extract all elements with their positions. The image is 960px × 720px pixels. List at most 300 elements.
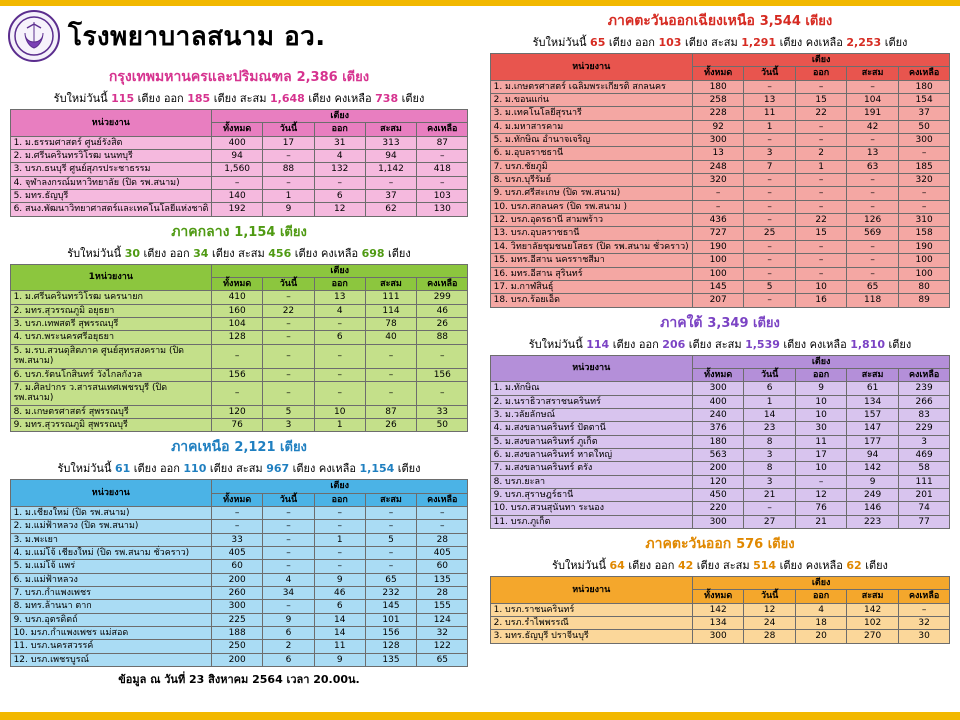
region-title-northeast: ภาคตะวันออกเฉียงเหนือ 3,544 เตียง — [607, 13, 833, 29]
cell-unit-name: 3. บรภ.เทพสตรี สุพรรณบุรี — [10, 318, 211, 331]
cell-out: 132 — [314, 163, 365, 176]
cell-all: – — [212, 506, 263, 519]
cell-left: 229 — [898, 422, 950, 435]
cell-left: 154 — [898, 94, 950, 107]
col-out: ออก — [795, 590, 846, 603]
table-row — [10, 586, 468, 599]
cell-today: 4 — [263, 573, 314, 586]
data-timestamp: ข้อมูล ณ วันที่ 23 สิงหาคม 2564 เวลา 20.00น. — [118, 673, 360, 687]
table-east — [490, 576, 951, 644]
table-row — [490, 174, 950, 187]
col-left: คงเหลือ — [417, 493, 468, 506]
cell-out: 15 — [795, 94, 846, 107]
table-row — [490, 408, 950, 421]
table-row — [490, 200, 950, 213]
right-column — [480, 6, 960, 644]
university-emblem-icon — [8, 10, 60, 62]
table-row — [490, 134, 950, 147]
cell-unit-name: 5. ม.รบ.สวนดุสิตภาค ศูนย์สุทรสงคราม (ปิด รพ.สนาม) — [10, 344, 211, 368]
cell-all: 94 — [212, 150, 263, 163]
cell-unit-name: 7. บรภ.กำแพงเพชร — [10, 586, 211, 599]
cell-today: 27 — [744, 515, 795, 528]
cell-out: – — [314, 506, 365, 519]
cell-today: – — [744, 294, 795, 307]
cell-all: 300 — [212, 600, 263, 613]
cell-out: – — [314, 344, 365, 368]
cell-left: – — [898, 200, 950, 213]
cell-left: – — [417, 176, 468, 189]
cell-all: 250 — [212, 640, 263, 653]
cell-cum: 87 — [365, 405, 416, 418]
cell-left: 65 — [417, 653, 468, 666]
cell-out: – — [314, 520, 365, 533]
table-row — [490, 630, 950, 643]
col-all: ทั้งหมด — [212, 123, 263, 136]
cell-left: 83 — [898, 408, 950, 421]
cell-cum: 249 — [847, 488, 898, 501]
cell-unit-name: 12. บรภ.อุดรธานี สามพร้าว — [490, 214, 692, 227]
cell-all: 188 — [212, 627, 263, 640]
table-row — [10, 546, 468, 559]
cell-cum: – — [365, 344, 416, 368]
cell-all: 410 — [212, 291, 263, 304]
cell-out: – — [795, 475, 846, 488]
cell-out: 14 — [314, 613, 365, 626]
cell-out: 31 — [314, 136, 365, 149]
table-body-south — [490, 382, 950, 529]
cell-left: – — [417, 506, 468, 519]
table-row — [10, 381, 468, 405]
region-title-bangkok: กรุงเทพมหานครและปริมณฑล 2,386 เตียง — [108, 69, 370, 85]
cell-cum: – — [847, 80, 898, 93]
cell-left: – — [898, 187, 950, 200]
cell-out: – — [795, 187, 846, 200]
table-south — [490, 355, 951, 529]
cell-all: 400 — [692, 395, 743, 408]
cell-today: – — [263, 344, 314, 368]
cell-today: – — [263, 533, 314, 546]
cell-unit-name: 1. ม.ทักษิณ — [490, 382, 692, 395]
cell-all: 563 — [692, 448, 743, 461]
col-beds: เตียง — [212, 480, 468, 493]
cell-out: 30 — [795, 422, 846, 435]
cell-today: 6 — [744, 382, 795, 395]
cell-today: – — [263, 176, 314, 189]
cell-today: – — [263, 520, 314, 533]
cell-unit-name: 16. มทร.อีสาน สุรินทร์ — [490, 267, 692, 280]
table-row — [10, 368, 468, 381]
table-row — [10, 627, 468, 640]
table-row — [490, 227, 950, 240]
cell-unit-name: 5. มทร.ธัญบุรี — [10, 190, 211, 203]
cell-left: 28 — [417, 533, 468, 546]
cell-unit-name: 1. ม.เชียงใหม่ (ปิด รพ.สนาม) — [10, 506, 211, 519]
cell-left: 32 — [417, 627, 468, 640]
cell-unit-name: 6. ม.อุบลราชธานี — [490, 147, 692, 160]
cell-cum: 177 — [847, 435, 898, 448]
cell-unit-name: 18. บรภ.ร้อยเอ็ด — [490, 294, 692, 307]
cell-out: 12 — [795, 488, 846, 501]
cell-left: 28 — [417, 586, 468, 599]
cell-unit-name: 6. ม.สงขลานครินทร์ หาดใหญ่ — [490, 448, 692, 461]
cell-cum: 104 — [847, 94, 898, 107]
cell-out: 16 — [795, 294, 846, 307]
cell-left: 266 — [898, 395, 950, 408]
col-unit: หน่วยงาน — [490, 577, 692, 604]
table-row — [10, 163, 468, 176]
cell-today: 14 — [744, 408, 795, 421]
cell-today: 1 — [744, 120, 795, 133]
cell-left: – — [417, 150, 468, 163]
cell-cum: 142 — [847, 462, 898, 475]
cell-left: 50 — [898, 120, 950, 133]
region-title-north: ภาคเหนือ 2,121 เตียง — [171, 439, 307, 456]
cell-out: – — [795, 240, 846, 253]
cell-cum: 157 — [847, 408, 898, 421]
cell-cum: – — [365, 560, 416, 573]
cell-all: 104 — [212, 318, 263, 331]
cell-cum: 37 — [365, 190, 416, 203]
cell-cum: – — [847, 254, 898, 267]
table-row — [490, 603, 950, 616]
cell-left: 185 — [898, 160, 950, 173]
cell-out: 1 — [314, 418, 365, 431]
table-row — [10, 190, 468, 203]
cell-left: 190 — [898, 240, 950, 253]
cell-unit-name: 2. ม.ศรีนครินทรวิโรฒ นนทบุรี — [10, 150, 211, 163]
table-row — [10, 405, 468, 418]
cell-all: 145 — [692, 280, 743, 293]
cell-all: 190 — [692, 240, 743, 253]
table-row — [490, 107, 950, 120]
cell-cum: – — [847, 187, 898, 200]
cell-left: 77 — [898, 515, 950, 528]
cell-out: 14 — [314, 627, 365, 640]
cell-cum: 94 — [365, 150, 416, 163]
cell-out: 4 — [314, 304, 365, 317]
cell-unit-name: 10. บรภ.สวนสุนันทา ระนอง — [490, 502, 692, 515]
table-row — [10, 318, 468, 331]
page-title: โรงพยาบาลสนาม อว. — [68, 21, 326, 52]
cell-today: – — [263, 150, 314, 163]
cell-today: 1 — [744, 395, 795, 408]
table-body-east — [490, 603, 950, 643]
region-stats-east: รับใหม่วันนี้ 64 เตียง ออก 42 เตียง สะสม 514 เตียง คงเหลือ 62 เตียง — [552, 559, 888, 572]
col-all: ทั้งหมด — [692, 590, 743, 603]
cell-cum: 142 — [847, 603, 898, 616]
cell-unit-name: 3. มทร.ธัญบุรี ปราจีนบุรี — [490, 630, 692, 643]
cell-unit-name: 2. มทร.สุวรรณภูมิ อยุธยา — [10, 304, 211, 317]
cell-unit-name: 6. บรภ.รัตนโกสินทร์ วังไกลกังวล — [10, 368, 211, 381]
cell-today: 3 — [744, 147, 795, 160]
col-out: ออก — [314, 493, 365, 506]
cell-all: 240 — [692, 408, 743, 421]
cell-cum: 94 — [847, 448, 898, 461]
cell-unit-name: 6. ม.แม่ฟ้าหลวง — [10, 573, 211, 586]
table-row — [490, 488, 950, 501]
cell-all: 100 — [692, 254, 743, 267]
cell-cum: 102 — [847, 617, 898, 630]
cell-all: 450 — [692, 488, 743, 501]
cell-all: 200 — [212, 653, 263, 666]
table-row — [10, 203, 468, 216]
cell-cum: 78 — [365, 318, 416, 331]
region-stats-south: รับใหม่วันนี้ 114 เตียง ออก 206 เตียง สะสม 1,539 เตียง คงเหลือ 1,810 เตียง — [528, 337, 912, 351]
cell-today: – — [744, 187, 795, 200]
cell-today: – — [744, 267, 795, 280]
table-row — [10, 520, 468, 533]
cell-cum: 118 — [847, 294, 898, 307]
cell-left: 418 — [417, 163, 468, 176]
cell-unit-name: 11. บรภ.นครสวรรค์ — [10, 640, 211, 653]
cell-left: – — [417, 520, 468, 533]
cell-unit-name: 4. ม.สงขลานครินทร์ ปัตตานี — [490, 422, 692, 435]
table-row — [490, 187, 950, 200]
col-all: ทั้งหมด — [692, 368, 743, 381]
cell-left: 180 — [898, 80, 950, 93]
cell-today: – — [263, 368, 314, 381]
cell-out: 4 — [314, 150, 365, 163]
table-row — [490, 280, 950, 293]
cell-today: – — [263, 331, 314, 344]
cell-out: 15 — [795, 227, 846, 240]
table-row — [10, 136, 468, 149]
cell-cum: 9 — [847, 475, 898, 488]
cell-today: – — [744, 254, 795, 267]
cell-out: 17 — [795, 448, 846, 461]
cell-unit-name: 14. วิทยาลัยชุมชนยโสธร (ปิด รพ.สนาม ชั่วคราว) — [490, 240, 692, 253]
table-body-central — [10, 291, 468, 432]
cell-today: 88 — [263, 163, 314, 176]
cell-all: 300 — [692, 382, 743, 395]
cell-unit-name: 8. บรภ.บุรีรัมย์ — [490, 174, 692, 187]
col-unit: 1หน่วยงาน — [10, 264, 211, 291]
table-row — [490, 240, 950, 253]
col-beds: เตียง — [212, 110, 468, 123]
cell-unit-name: 9. มทร.สุวรรณภูมิ สุพรรณบุรี — [10, 418, 211, 431]
cell-all: 727 — [692, 227, 743, 240]
cell-cum: 111 — [365, 291, 416, 304]
cell-all: 248 — [692, 160, 743, 173]
table-northeast — [490, 53, 951, 308]
cell-all: 180 — [692, 435, 743, 448]
cell-left: 135 — [417, 573, 468, 586]
cell-left: 239 — [898, 382, 950, 395]
cell-out: 4 — [795, 603, 846, 616]
cell-all: – — [212, 520, 263, 533]
bottom-accent-bar — [0, 712, 960, 720]
cell-left: 103 — [417, 190, 468, 203]
region-stats-northeast: รับใหม่วันนี้ 65 เตียง ออก 103 เตียง สะสม 1,291 เตียง คงเหลือ 2,253 เตียง — [532, 36, 908, 49]
cell-today: – — [263, 291, 314, 304]
cell-today: – — [744, 134, 795, 147]
cell-cum: 126 — [847, 214, 898, 227]
col-today: วันนี้ — [263, 123, 314, 136]
cell-unit-name: 4. ม.มหาสารคาม — [490, 120, 692, 133]
cell-today: – — [744, 502, 795, 515]
cell-left: 111 — [898, 475, 950, 488]
cell-out: 20 — [795, 630, 846, 643]
cell-unit-name: 5. ม.สงขลานครินทร์ ภูเก็ต — [490, 435, 692, 448]
cell-all: 1,560 — [212, 163, 263, 176]
col-out: ออก — [795, 368, 846, 381]
col-all: ทั้งหมด — [692, 67, 743, 80]
cell-out: 10 — [314, 405, 365, 418]
cell-today: 9 — [263, 203, 314, 216]
cell-today: 8 — [744, 435, 795, 448]
cell-cum: 65 — [365, 573, 416, 586]
col-today: วันนี้ — [744, 67, 795, 80]
cell-all: 260 — [212, 586, 263, 599]
cell-today: 12 — [744, 603, 795, 616]
region-stats-north: รับใหม่วันนี้ 61 เตียง ออก 110 เตียง สะสม 967 เตียง คงเหลือ 1,154 เตียง — [57, 462, 421, 476]
cell-out: – — [795, 120, 846, 133]
cell-out: 6 — [314, 331, 365, 344]
cell-all: 33 — [212, 533, 263, 546]
cell-all: – — [692, 200, 743, 213]
col-left: คงเหลือ — [898, 368, 950, 381]
cell-all: 100 — [692, 267, 743, 280]
cell-all: 192 — [212, 203, 263, 216]
cell-left: 50 — [417, 418, 468, 431]
cell-cum: 569 — [847, 227, 898, 240]
cell-all: 300 — [692, 630, 743, 643]
region-title-central: ภาคกลาง 1,154 เตียง — [171, 223, 307, 240]
cell-unit-name: 10. บรภ.สกลนคร (ปิด รพ.สนาม ) — [490, 200, 692, 213]
cell-unit-name: 1. ม.เกษตรศาสตร์ เฉลิมพระเกียรติ สกลนคร — [490, 80, 692, 93]
cell-out: – — [795, 174, 846, 187]
cell-unit-name: 7. บรภ.ชัยภูมิ — [490, 160, 692, 173]
col-beds: เตียง — [212, 264, 468, 277]
cell-cum: 270 — [847, 630, 898, 643]
cell-left: 156 — [417, 368, 468, 381]
cell-all: 92 — [692, 120, 743, 133]
col-unit: หน่วยงาน — [490, 54, 692, 81]
cell-left: 60 — [417, 560, 468, 573]
cell-left: 158 — [898, 227, 950, 240]
cell-cum: 63 — [847, 160, 898, 173]
table-row — [10, 291, 468, 304]
cell-unit-name: 8. บรภ.ยะลา — [490, 475, 692, 488]
cell-left: 3 — [898, 435, 950, 448]
cell-cum: 65 — [847, 280, 898, 293]
cell-all: 180 — [692, 80, 743, 93]
cell-out: 12 — [314, 203, 365, 216]
cell-today: 11 — [744, 107, 795, 120]
cell-today: 28 — [744, 630, 795, 643]
cell-unit-name: 9. บรภ.สุราษฎร์ธานี — [490, 488, 692, 501]
cell-all: 400 — [212, 136, 263, 149]
col-left: คงเหลือ — [898, 67, 950, 80]
cell-today: 3 — [744, 448, 795, 461]
cell-cum: 13 — [847, 147, 898, 160]
cell-cum: – — [365, 176, 416, 189]
cell-out: 46 — [314, 586, 365, 599]
table-row — [10, 600, 468, 613]
cell-today: – — [263, 600, 314, 613]
table-row — [490, 267, 950, 280]
cell-left: 155 — [417, 600, 468, 613]
cell-cum: – — [847, 240, 898, 253]
region-title-south: ภาคใต้ 3,349 เตียง — [660, 314, 780, 331]
cell-today: – — [744, 80, 795, 93]
cell-cum: – — [847, 267, 898, 280]
cell-out: 11 — [795, 435, 846, 448]
cell-all: 140 — [212, 190, 263, 203]
cell-today: 1 — [263, 190, 314, 203]
cell-today: 3 — [744, 475, 795, 488]
cell-all: 60 — [212, 560, 263, 573]
cell-unit-name: 1. ม.ธรรมศาสตร์ ศูนย์รังสิต — [10, 136, 211, 149]
cell-unit-name: 8. มทร.ล้านนา ตาก — [10, 600, 211, 613]
cell-cum: 134 — [847, 395, 898, 408]
cell-left: 89 — [898, 294, 950, 307]
cell-all: 128 — [212, 331, 263, 344]
cell-left: 26 — [417, 318, 468, 331]
cell-today: 5 — [744, 280, 795, 293]
cell-left: 300 — [898, 134, 950, 147]
cell-unit-name: 13. บรภ.อุบลราชธานี — [490, 227, 692, 240]
cell-all: 258 — [692, 94, 743, 107]
cell-today: – — [744, 214, 795, 227]
table-row — [10, 613, 468, 626]
table-row — [490, 254, 950, 267]
cell-out: 9 — [314, 573, 365, 586]
cell-left: 201 — [898, 488, 950, 501]
cell-unit-name: 6. สนง.พัฒนาวิทยาศาสตร์และเทคโนโลยีแห่งชาติ — [10, 203, 211, 216]
table-row — [10, 304, 468, 317]
cell-cum: 145 — [365, 600, 416, 613]
cell-today: 6 — [263, 653, 314, 666]
cell-all: 300 — [692, 515, 743, 528]
cell-all: 156 — [212, 368, 263, 381]
cell-cum: 313 — [365, 136, 416, 149]
cell-cum: 146 — [847, 502, 898, 515]
cell-left: 33 — [417, 405, 468, 418]
table-row — [490, 395, 950, 408]
table-row — [10, 640, 468, 653]
cell-unit-name: 4. ม.แม่โจ้ เชียงใหม่ (ปิด รพ.สนาม ชั่วคราว) — [10, 546, 211, 559]
cell-out: – — [795, 267, 846, 280]
col-left: คงเหลือ — [898, 590, 950, 603]
cell-left: 124 — [417, 613, 468, 626]
cell-cum: 232 — [365, 586, 416, 599]
cell-cum: – — [365, 381, 416, 405]
cell-left: – — [417, 381, 468, 405]
table-row — [490, 462, 950, 475]
col-left: คงเหลือ — [417, 123, 468, 136]
table-row — [490, 422, 950, 435]
cell-today: 22 — [263, 304, 314, 317]
table-row — [490, 382, 950, 395]
table-row — [10, 344, 468, 368]
cell-left: 320 — [898, 174, 950, 187]
cell-today: 8 — [744, 462, 795, 475]
col-cum: สะสม — [847, 368, 898, 381]
col-today: วันนี้ — [263, 278, 314, 291]
cell-cum: – — [365, 546, 416, 559]
cell-all: 120 — [692, 475, 743, 488]
cell-unit-name: 3. ม.เทคโนโลยีสุรนารี — [490, 107, 692, 120]
cell-out: 2 — [795, 147, 846, 160]
cell-today: 17 — [263, 136, 314, 149]
cell-unit-name: 12. บรภ.เพชรบูรณ์ — [10, 653, 211, 666]
cell-out: 76 — [795, 502, 846, 515]
cell-unit-name: 2. ม.นราธิวาสราชนครินทร์ — [490, 395, 692, 408]
table-row — [10, 573, 468, 586]
cell-cum: 26 — [365, 418, 416, 431]
cell-today: 34 — [263, 586, 314, 599]
